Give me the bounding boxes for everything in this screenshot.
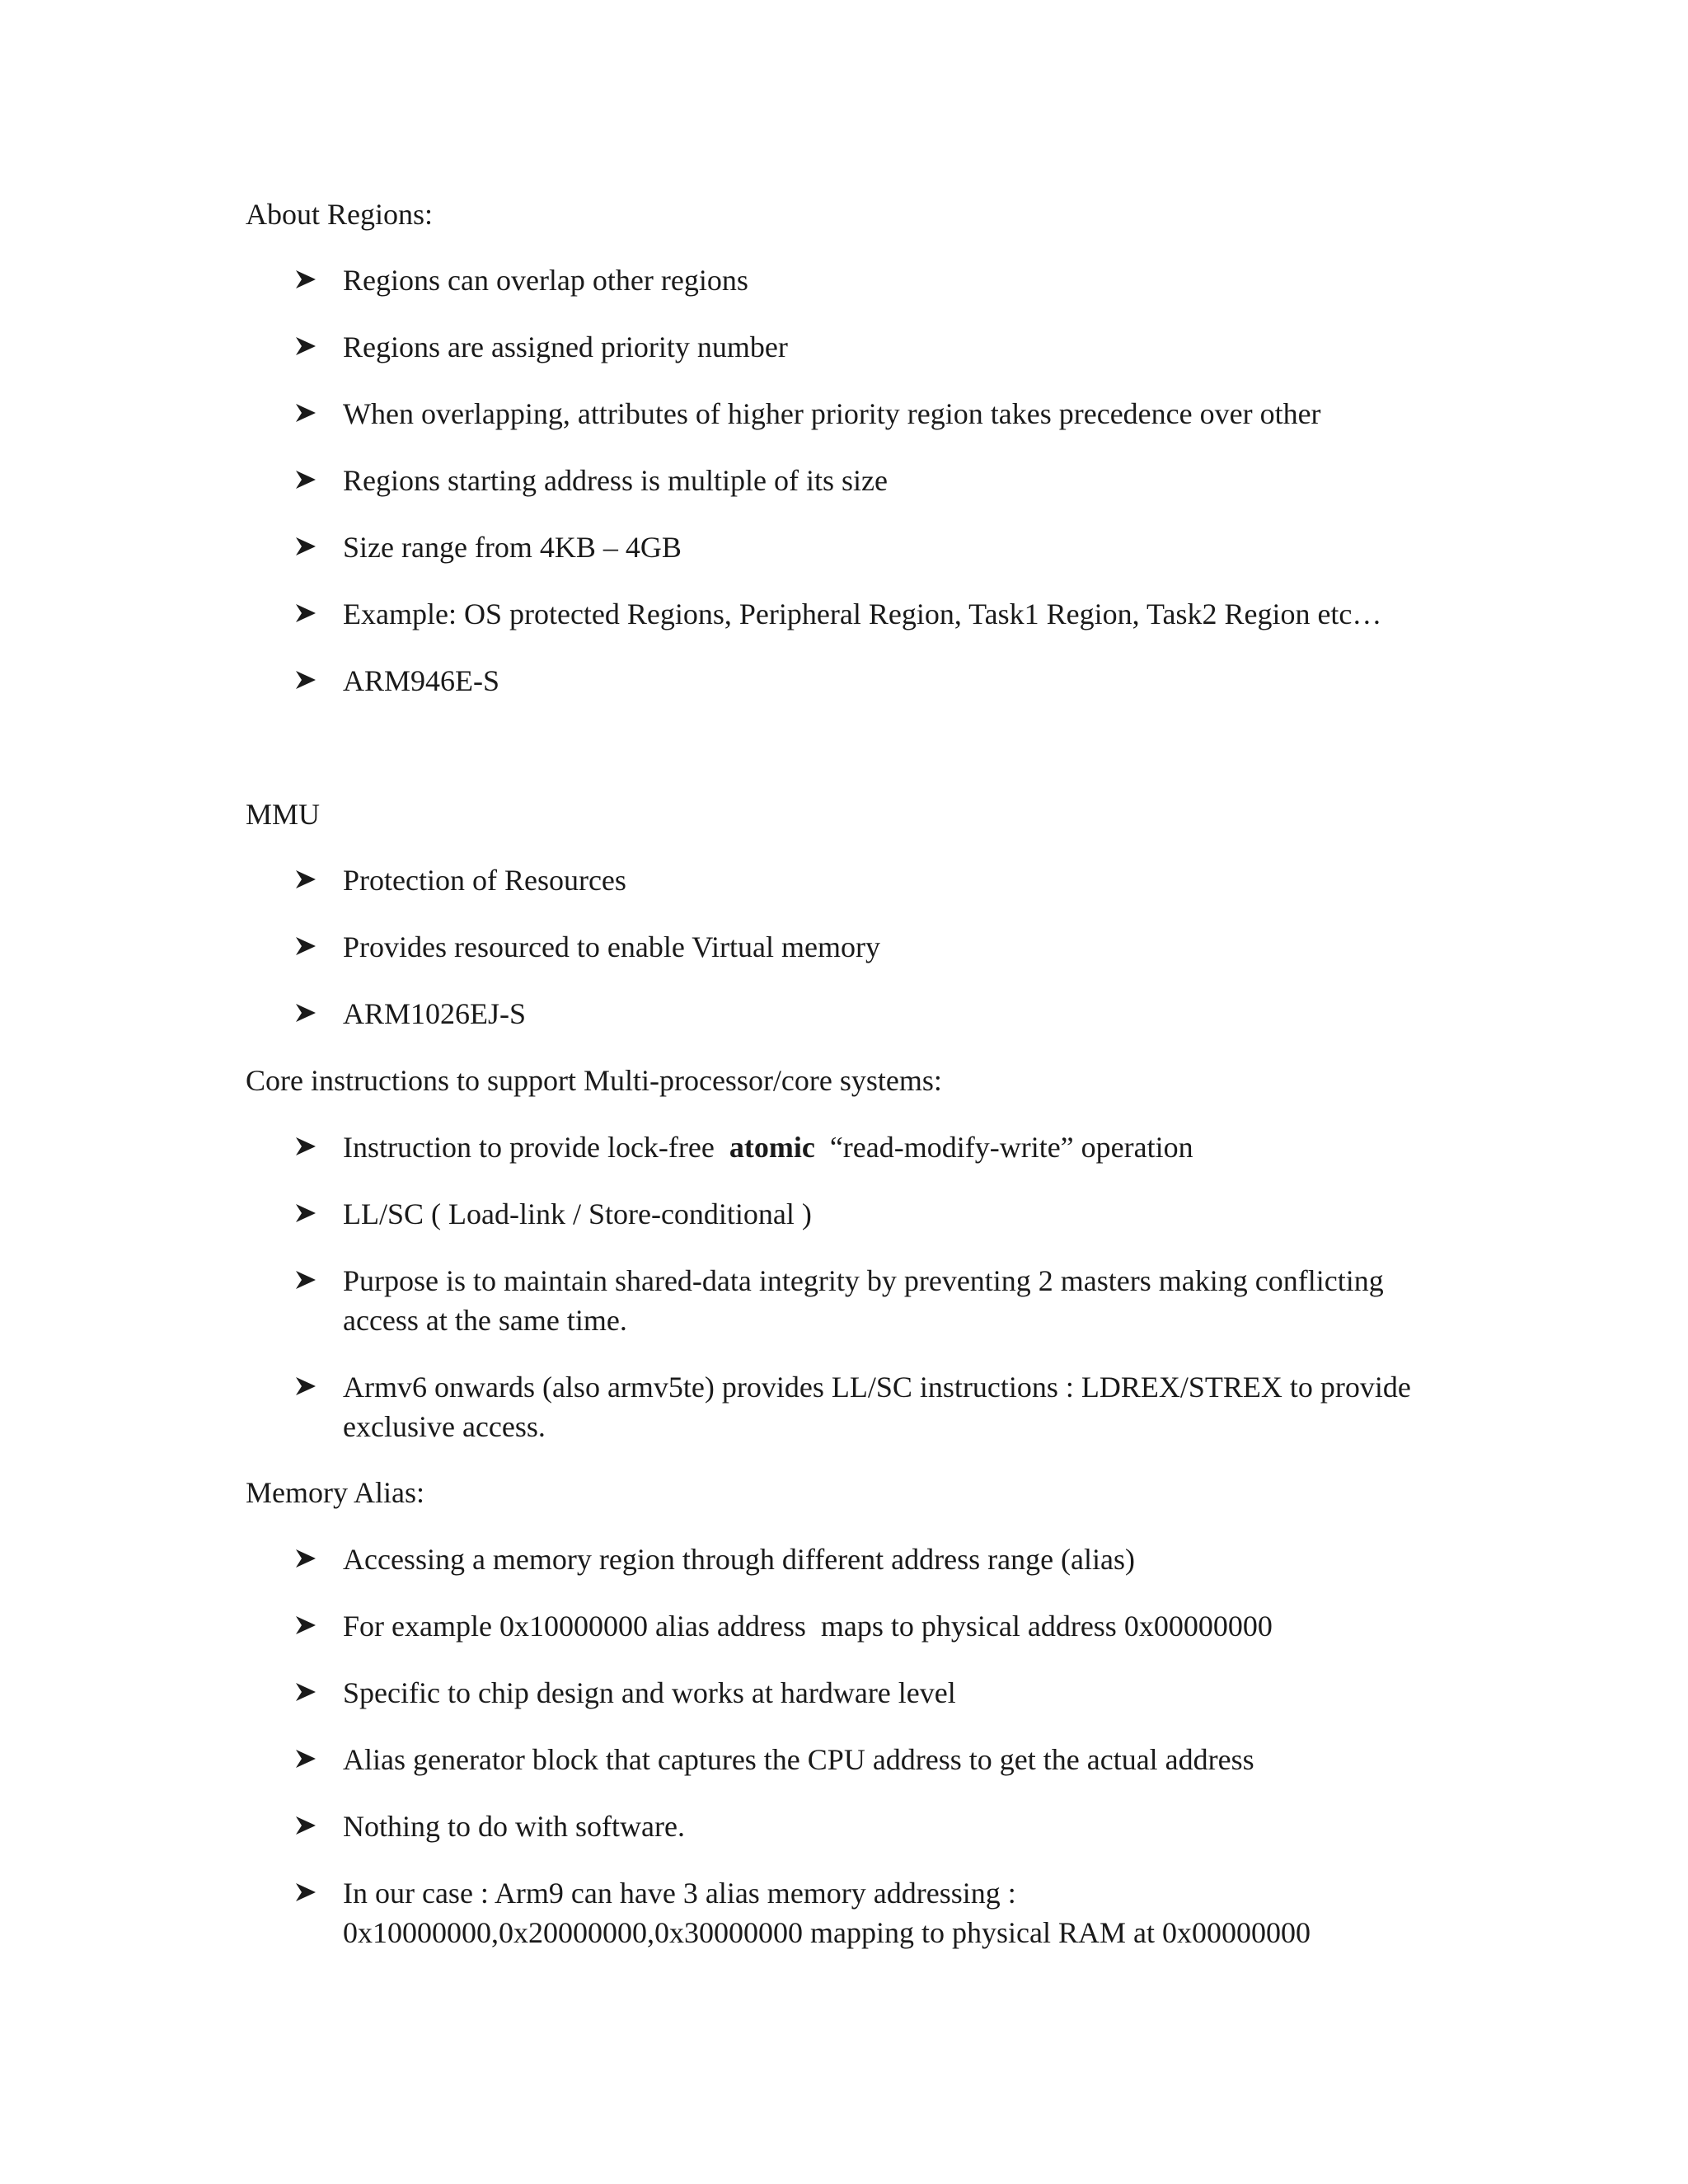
arrowhead-bullet-icon [295, 935, 316, 957]
arrowhead-bullet-icon [295, 1882, 316, 1903]
list-item-text: For example 0x10000000 alias address maps to physical address 0x00000000 [343, 1610, 1273, 1643]
list-item-text: In our case : Arm9 can have 3 alias memory addressing : [343, 1877, 1016, 1910]
list-item-text: LL/SC ( Load-link / Store-conditional ) [343, 1197, 812, 1230]
section-heading-core: Core instructions to support Multi-processor/core systems: [246, 1064, 942, 1097]
list-item-text: Regions can overlap other regions [343, 264, 748, 297]
arrowhead-bullet-icon [295, 1615, 316, 1636]
list-item-text: Regions are assigned priority number [343, 330, 788, 363]
arrowhead-bullet-icon [295, 1269, 316, 1291]
arrowhead-bullet-icon [295, 402, 316, 424]
arrowhead-bullet-icon [295, 1548, 316, 1569]
arrowhead-bullet-icon [295, 669, 316, 691]
list-item-text: Provides resourced to enable Virtual memory [343, 930, 880, 963]
list-item-text: Nothing to do with software. [343, 1810, 685, 1843]
arrowhead-bullet-icon [295, 1815, 316, 1836]
list-item-text: Regions starting address is multiple of its size [343, 464, 888, 497]
arrowhead-bullet-icon [295, 1136, 316, 1157]
list-item-text-continued: exclusive access. [343, 1410, 546, 1443]
list-item-text: Alias generator block that captures the CPU address to get the actual address [343, 1743, 1254, 1776]
list-item-text-bold: atomic [729, 1131, 815, 1164]
list-item-text-pre: Instruction to provide lock-free [343, 1131, 715, 1164]
list-item-text: Size range from 4KB – 4GB [343, 531, 682, 564]
arrowhead-bullet-icon [295, 1681, 316, 1703]
list-item-text: Specific to chip design and works at hardware level [343, 1676, 956, 1709]
list-item-text: ARM946E-S [343, 664, 500, 697]
list-item-text: ARM1026EJ-S [343, 997, 527, 1030]
section-heading-mmu: MMU [246, 798, 321, 831]
arrowhead-bullet-icon [295, 335, 316, 357]
list-item-text [343, 1127, 1480, 1167]
list-item-text-continued: access at the same time. [343, 1304, 627, 1337]
list-item-text: Protection of Resources [343, 864, 626, 897]
arrowhead-bullet-icon [295, 1202, 316, 1224]
arrowhead-bullet-icon [295, 602, 316, 624]
list-item-text: Armv6 onwards (also armv5te) provides LL/SC instructions : LDREX/STREX to provide [343, 1371, 1411, 1404]
list-item-text: Purpose is to maintain shared-data integrity by preventing 2 masters making conflicting [343, 1264, 1384, 1297]
arrowhead-bullet-icon [295, 469, 316, 490]
arrowhead-bullet-icon [295, 269, 316, 290]
list-item-text: When overlapping, attributes of higher priority region takes precedence over other [343, 397, 1321, 430]
arrowhead-bullet-icon [295, 1748, 316, 1769]
list-item-text-post: “read-modify-write” operation [829, 1131, 1193, 1164]
arrowhead-bullet-icon [295, 1376, 316, 1397]
section-heading-alias: Memory Alias: [246, 1476, 424, 1509]
list-item-text: Accessing a memory region through different address range (alias) [343, 1543, 1135, 1576]
arrowhead-bullet-icon [295, 536, 316, 557]
section-heading-regions: About Regions: [246, 198, 434, 231]
list-item-text: Example: OS protected Regions, Peripheral Region, Task1 Region, Task2 Region etc… [343, 598, 1382, 630]
arrowhead-bullet-icon [295, 1002, 316, 1024]
list-item-text-continued: 0x10000000,0x20000000,0x30000000 mapping to physical RAM at 0x00000000 [343, 1916, 1311, 1949]
arrowhead-bullet-icon [295, 869, 316, 890]
